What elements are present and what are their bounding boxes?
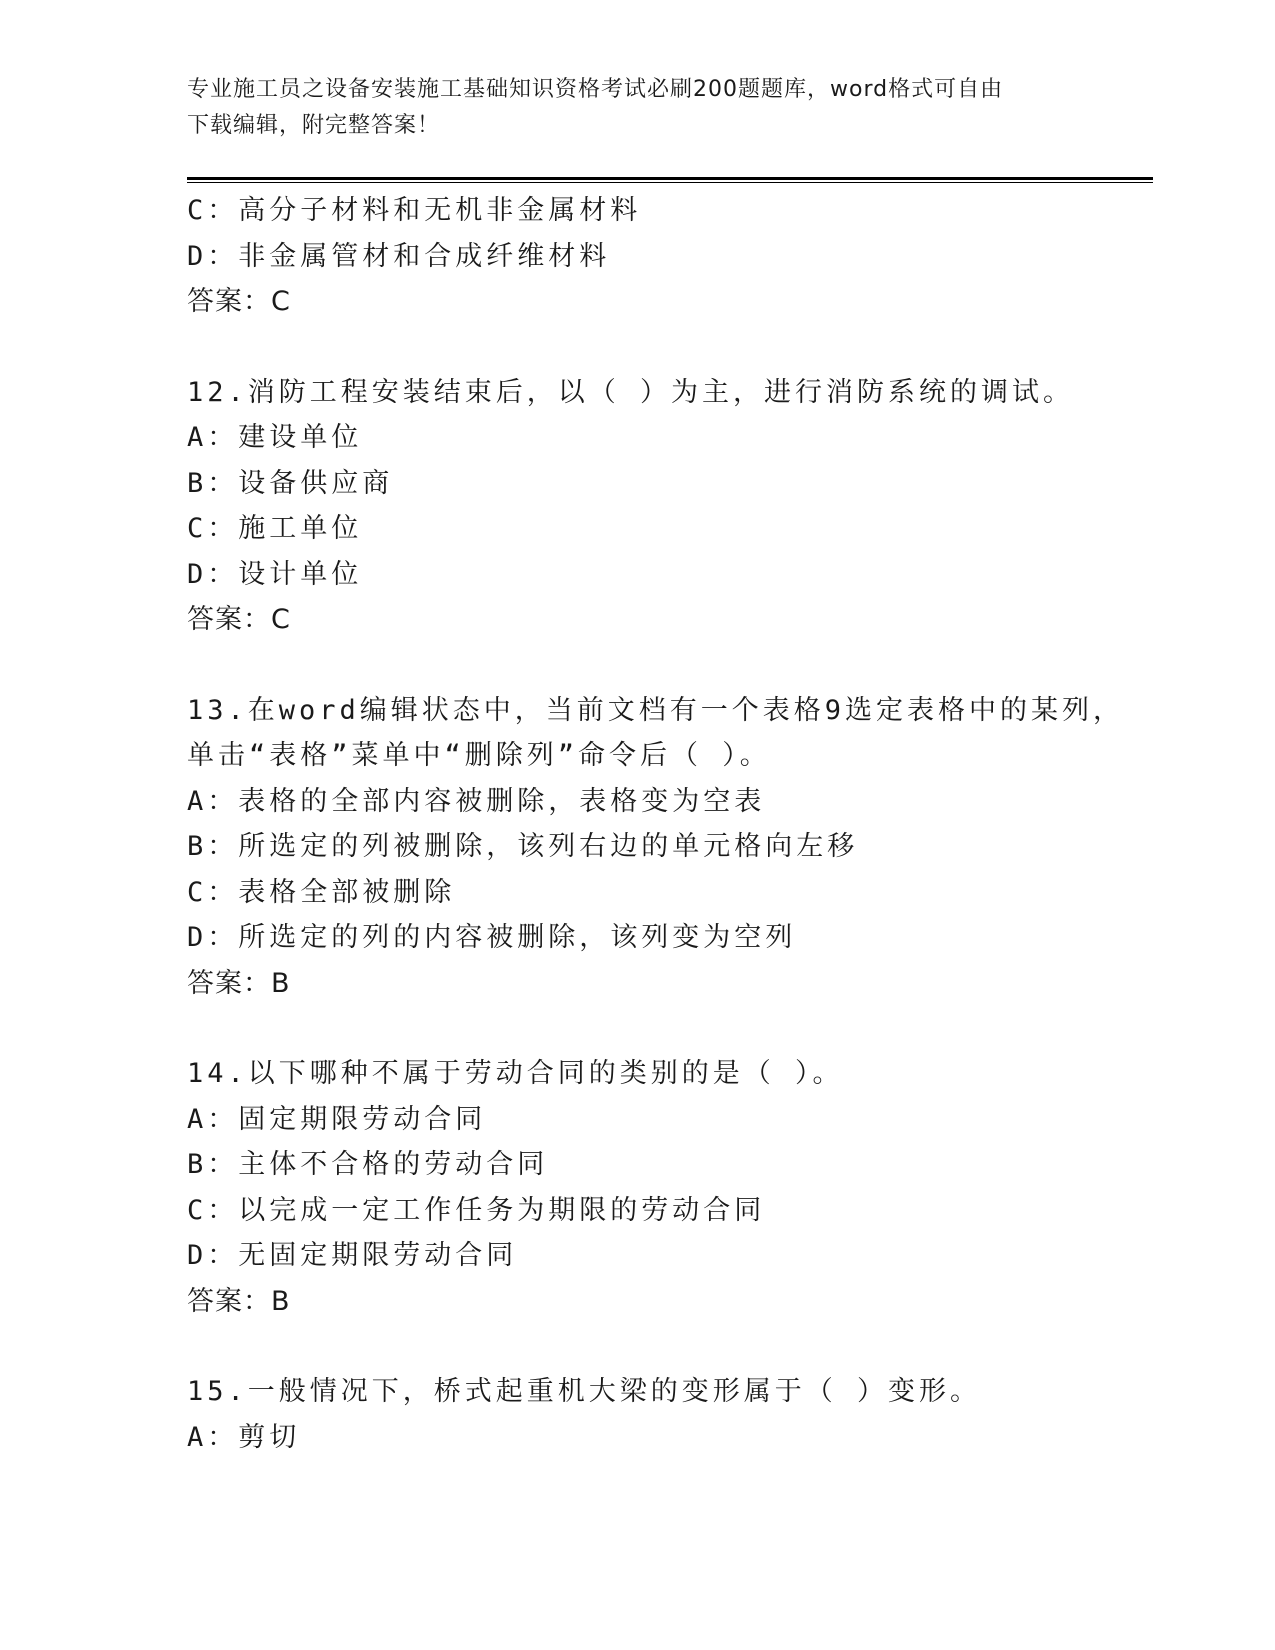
document-body: [187, 188, 1125, 1460]
question-stem-line-2: 单击“表格”菜单中“删除列”命令后（ ）。: [187, 740, 771, 771]
question-stem-line-1: 13.在word编辑状态中，当前文档有一个表格9选定表格中的某列，: [187, 694, 1125, 726]
option-b: B：设备供应商: [187, 467, 394, 499]
question-gap: [187, 1324, 1117, 1369]
option-c: C：以完成一定工作任务为期限的劳动合同: [187, 1194, 766, 1226]
header-line-1: 专业施工员之设备安装施工基础知识资格考试必刷200题题库，word格式可自由: [187, 77, 1004, 102]
option-b: B：所选定的列被删除，该列右边的单元格向左移: [187, 831, 859, 862]
option-c: C：表格全部被删除: [187, 876, 456, 908]
answer-line: 答案：C: [187, 604, 291, 635]
question-13: [187, 688, 1125, 1007]
question-stem: 15.一般情况下，桥式起重机大梁的变形属于（ ）变形。: [187, 1376, 982, 1407]
question-12: [187, 370, 1117, 643]
question-gap: [187, 325, 1117, 370]
question-gap: [187, 643, 1117, 688]
question-15: [187, 1369, 1117, 1460]
option-c: C：高分子材料和无机非金属材料: [187, 195, 642, 226]
question-stem: 14.以下哪种不属于劳动合同的类别的是（ ）。: [187, 1058, 844, 1089]
header-rule-thick: [187, 177, 1153, 180]
option-d: D：设计单位: [187, 558, 363, 590]
header-line-2: 下载编辑，附完整答案！: [187, 113, 441, 138]
option-d: D：非金属管材和合成纤维材料: [187, 240, 611, 272]
question-14: [187, 1051, 1117, 1324]
answer-line: 答案：B: [187, 967, 291, 999]
answer-line: 答案：B: [187, 1285, 291, 1317]
option-d: D：无固定期限劳动合同: [187, 1240, 518, 1271]
document-header: [187, 72, 1087, 144]
question-stem: 12.消防工程安装结束后，以（ ）为主，进行消防系统的调试。: [187, 376, 1075, 408]
option-a: A：固定期限劳动合同: [187, 1103, 487, 1135]
option-d: D：所选定的列的内容被删除，该列变为空列: [187, 922, 797, 953]
option-a: A：剪切: [187, 1421, 301, 1453]
answer-line: 答案：C: [187, 286, 291, 317]
option-c: C：施工单位: [187, 513, 363, 544]
option-b: B：主体不合格的劳动合同: [187, 1149, 549, 1180]
question-11: [187, 188, 1117, 325]
header-rule-thin: [187, 182, 1153, 183]
option-a: A：表格的全部内容被删除，表格变为空表: [187, 785, 766, 817]
option-a: A：建设单位: [187, 422, 363, 453]
question-gap: [187, 1006, 1117, 1051]
